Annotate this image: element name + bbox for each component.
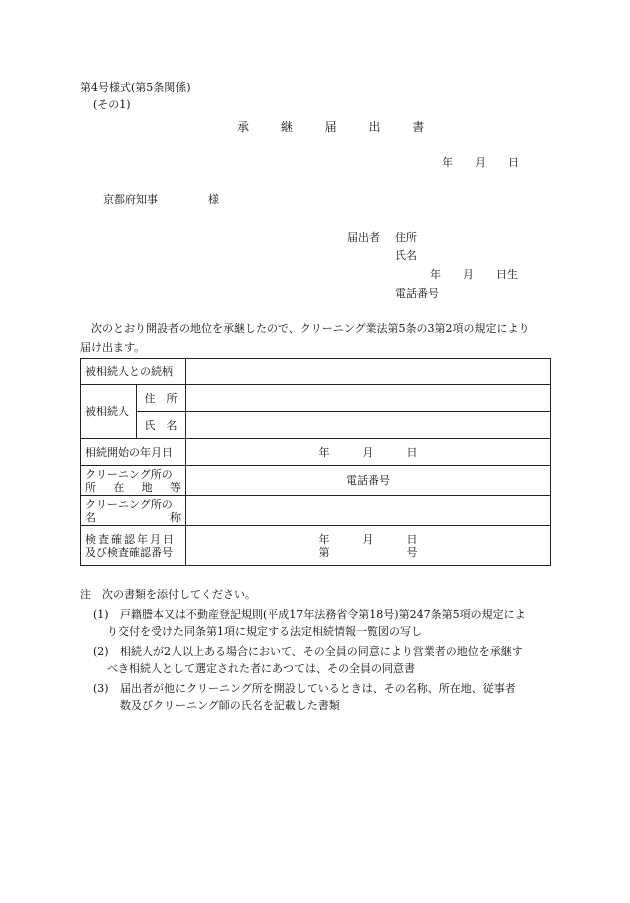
deceased-name-value [186, 412, 551, 439]
note-line: 戸籍謄本又は不動産登記規則(平成17年法務省令第18号)第247条第5項の規定によ [120, 608, 526, 621]
start-date-label: 相続開始の年月日 [81, 439, 186, 466]
shop-location-label-line-1: クリーニング所の [85, 467, 173, 481]
shop-name-value [186, 496, 551, 526]
shop-location-char: 等 [169, 480, 181, 494]
notifier-label: 届出者 [347, 231, 380, 244]
form-sub-number: (その1) [93, 98, 131, 111]
inspection-label [81, 526, 186, 566]
note-line: 届出者が他にクリーニング所を開設しているときは、その名称、所在地、従事者 [120, 682, 516, 695]
note-line: 相続人が2人以上ある場合において、その全員の同意により営業者の地位を承継す [120, 645, 523, 658]
notifier-name-label: 氏名 [395, 249, 417, 262]
table-row [81, 496, 551, 526]
shop-location-label-line-2 [85, 481, 181, 494]
shop-phone-label: 電話番号 [186, 466, 551, 496]
inspection-label-line-1: 検査確認年月日 [85, 532, 176, 546]
note-number: (1) [93, 608, 109, 621]
deceased-address-label: 住 所 [137, 385, 186, 412]
notifier-phone-label: 電話番号 [395, 287, 439, 300]
note-line: り交付を受けた同条第1項に規定する法定相続情報一覧図の写し [107, 625, 422, 638]
relationship-label: 被相続人との続柄 [81, 359, 186, 385]
succession-table [80, 358, 551, 566]
table-row [81, 412, 551, 439]
deceased-name-label: 氏 名 [137, 412, 186, 439]
shop-name-char: 名 [85, 510, 96, 524]
notes-heading: 注 次の書類を添付してください。 [80, 588, 256, 601]
relationship-value [186, 359, 551, 385]
shop-name-label [81, 496, 186, 526]
inspection-date-value: 年 月 日 [318, 532, 418, 546]
recipient-name: 京都府知事 [103, 193, 158, 206]
note-line: べき相続人として選定された者にあつては、その全員の同意書 [107, 662, 415, 675]
start-date-value: 年 月 日 [186, 439, 551, 466]
table-row [81, 359, 551, 385]
shop-name-label-line-1: クリーニング所の [85, 497, 173, 511]
submission-date: 年 月 日 [442, 156, 519, 169]
shop-location-char: 在 [113, 480, 125, 494]
table-row [81, 466, 551, 496]
note-number: (2) [93, 645, 109, 658]
note-number: (3) [93, 682, 109, 695]
note-item-3 [93, 680, 553, 714]
note-item-1 [93, 606, 553, 640]
shop-name-char: 称 [170, 510, 181, 524]
notifier-address-label: 住所 [395, 231, 417, 244]
deceased-address-value [186, 385, 551, 412]
body-text-line-1: 次のとおり開設者の地位を承継したので、クリーニング業法第5条の3第2項の規定により [91, 322, 530, 335]
notifier-birth-date: 年 月 日生 [430, 268, 518, 281]
table-row [81, 385, 551, 412]
shop-name-label-line-2 [85, 511, 181, 524]
deceased-label: 被相続人 [81, 385, 137, 439]
note-line: 数及びクリーニング師の氏名を記載した書類 [120, 699, 340, 712]
shop-location-char: 所 [85, 480, 96, 494]
shop-location-char: 地 [141, 480, 153, 494]
table-row [81, 439, 551, 466]
shop-location-label [81, 466, 186, 496]
body-text-line-2: 届け出ます。 [80, 341, 146, 354]
note-item-2 [93, 643, 553, 677]
inspection-value [186, 526, 551, 566]
form-number: 第4号様式(第5条関係) [80, 81, 191, 94]
inspection-number-value: 第 号 [318, 545, 418, 559]
table-row [81, 526, 551, 566]
document-title: 承 継 届 出 書 [237, 120, 439, 134]
recipient-suffix: 様 [208, 193, 219, 206]
inspection-label-line-2: 及び検査確認番号 [85, 545, 173, 559]
